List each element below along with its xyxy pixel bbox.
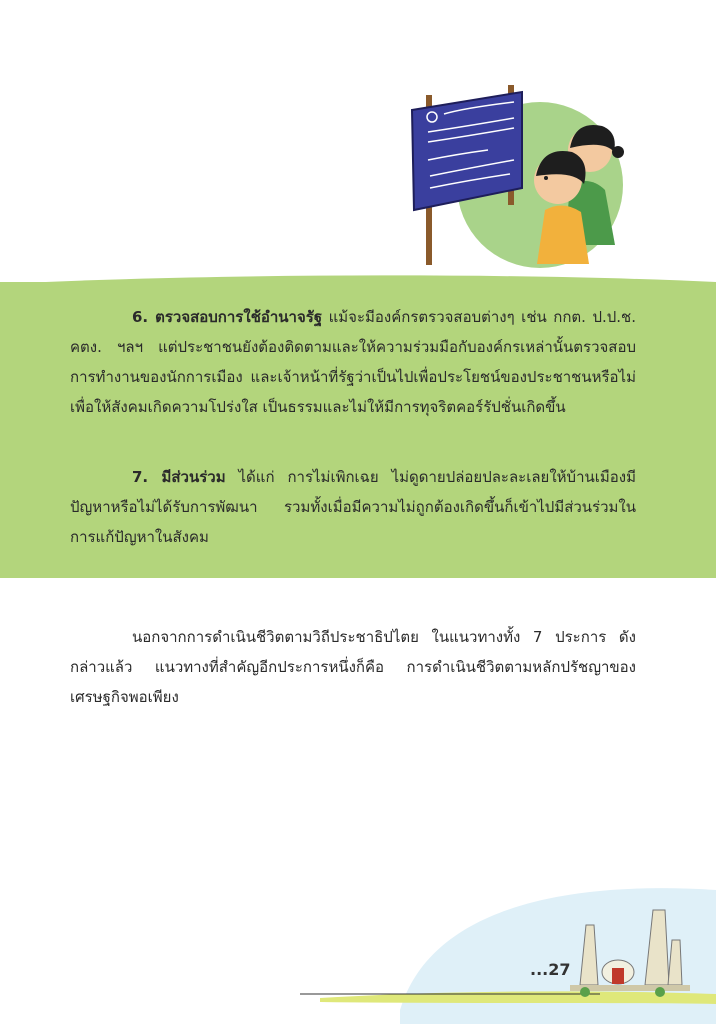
section-7-paragraph	[70, 462, 636, 552]
sign-board	[412, 92, 522, 210]
section-7-body: ได้แก่ การไม่เพิกเฉย ไม่ดูดายปล่อยปละละเลยให้บ้านเมืองมีปัญหาหรือไม่ได้รับการพัฒนา รวมทั้งเมื่อมีความไม่ถูกต้องเกิดขึ้นก็เข้าไปมีส่วนร่วมในการแก้ปัญหาในสังคม	[70, 468, 636, 546]
section-6-heading: 6. ตรวจสอบการใช้อำนาจรัฐ	[132, 308, 323, 326]
band-wave-edge	[0, 272, 716, 292]
sign-children-illustration	[400, 80, 640, 270]
section-7-heading: 7. มีส่วนร่วม	[132, 468, 226, 486]
section-6-body: แม้จะมีองค์กรตรวจสอบต่างๆ เช่น กกต. ป.ป.ช. คตง. ฯลฯ แต่ประชาชนยังต้องติดตามและให้ความร่วมมือกับองค์กรเหล่านั้นตรวจสอบการทำงานของนักการเมือง และเจ้าหน้าที่รัฐว่าเป็นไปเพื่อประโยชน์ของประชาชนหรือไม่ เพื่อให้สังคมเกิดความโปร่งใส เป็นธรรมและไม่ให้มีการทุจริตคอร์รัปชั่นเกิดขึ้น	[70, 308, 636, 416]
footer-monument-illustration	[300, 870, 716, 1024]
child-back-bun	[612, 146, 624, 158]
conclusion-paragraph	[70, 622, 636, 712]
child-front-eye	[544, 176, 548, 180]
section-6-paragraph	[70, 302, 636, 422]
sky-hill	[400, 888, 716, 1024]
conclusion-body: นอกจากการดำเนินชีวิตตามวิถีประชาธิปไตย ในแนวทางทั้ง 7 ประการ ดังกล่าวแล้ว แนวทางที่สำคัญอีกประการหนึ่งก็คือ การดำเนินชีวิตตามหลักปรัชญาของเศรษฐกิจพอเพียง	[70, 628, 636, 706]
page-number: ...27	[530, 960, 571, 979]
child-front-body	[537, 205, 589, 264]
